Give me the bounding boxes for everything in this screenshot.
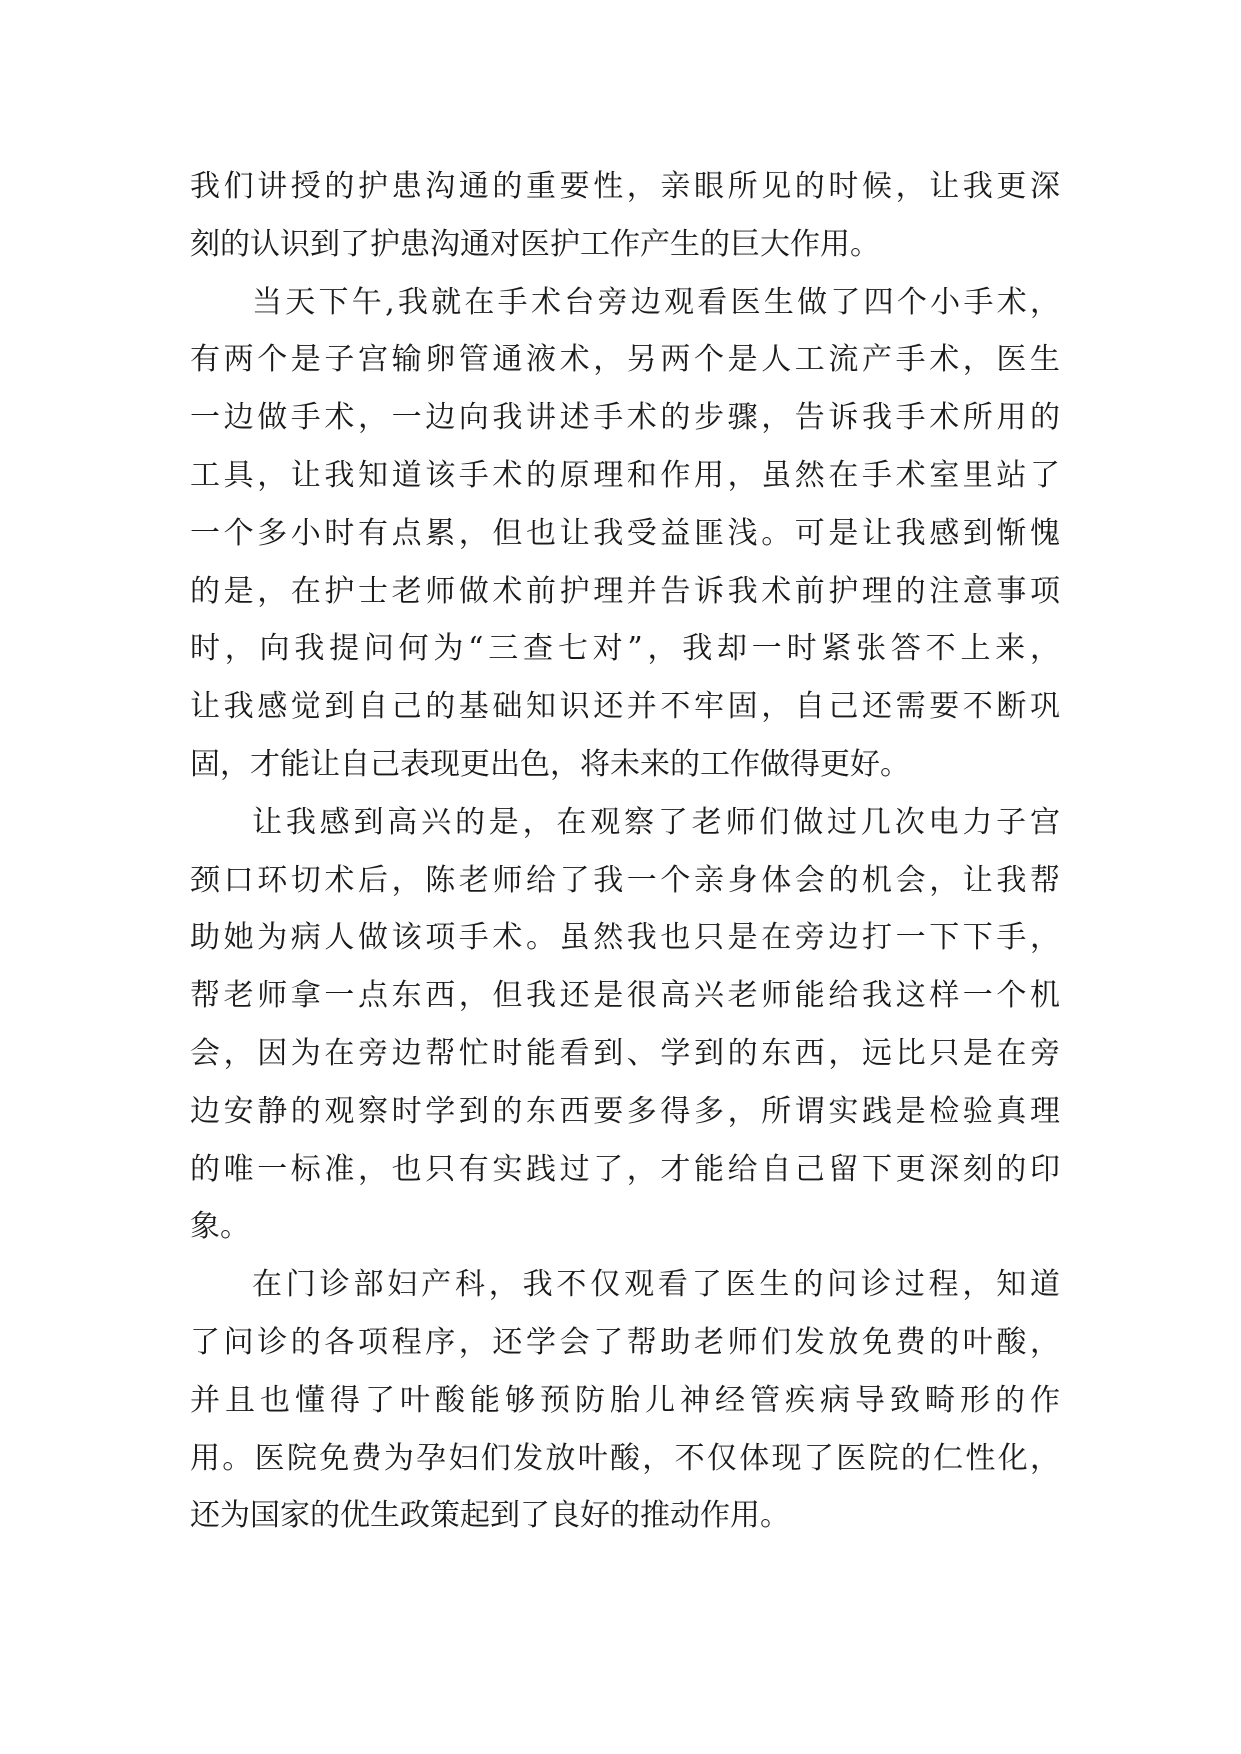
text-line: 有两个是子宫输卵管通液术，另两个是人工流产手术，医生 — [190, 342, 1060, 378]
text-line: 象。 — [190, 1209, 250, 1245]
paragraph-2 — [190, 274, 1060, 794]
document-body — [190, 158, 1060, 1545]
text-line: 帮老师拿一点东西，但我还是很高兴老师能给我这样一个机 — [190, 978, 1060, 1014]
text-line: 在门诊部妇产科，我不仅观看了医生的问诊过程，知道 — [252, 1267, 1060, 1303]
paragraph-1 — [190, 158, 1060, 274]
text-line: 一个多小时有点累，但也让我受益匪浅。可是让我感到惭愧 — [190, 515, 1060, 551]
text-line: 了问诊的各项程序，还学会了帮助老师们发放免费的叶酸， — [190, 1324, 1060, 1360]
text-line: 颈口环切术后，陈老师给了我一个亲身体会的机会，让我帮 — [190, 862, 1060, 898]
text-line: 会，因为在旁边帮忙时能看到、学到的东西，远比只是在旁 — [190, 1035, 1060, 1071]
paragraph-3 — [190, 794, 1060, 1256]
text-line: 并且也懂得了叶酸能够预防胎儿神经管疾病导致畸形的作 — [190, 1382, 1060, 1418]
paragraph-4 — [190, 1256, 1060, 1545]
text-line: 固，才能让自己表现更出色，将未来的工作做得更好。 — [190, 746, 910, 782]
text-line: 的是，在护士老师做术前护理并告诉我术前护理的注意事项 — [190, 573, 1060, 609]
text-line: 的唯一标准，也只有实践过了，才能给自己留下更深刻的印 — [190, 1151, 1060, 1187]
text-line: 边安静的观察时学到的东西要多得多，所谓实践是检验真理 — [190, 1093, 1060, 1129]
text-line: 让我感到高兴的是，在观察了老师们做过几次电力子宫 — [252, 804, 1060, 840]
text-line: 用。医院免费为孕妇们发放叶酸，不仅体现了医院的仁性化， — [190, 1440, 1060, 1476]
text-line: 还为国家的优生政策起到了良好的推动作用。 — [190, 1498, 790, 1534]
text-line: 当天下午,我就在手术台旁边观看医生做了四个小手术， — [252, 284, 1060, 320]
text-line: 我们讲授的护患沟通的重要性，亲眼所见的时候，让我更深 — [190, 169, 1060, 204]
text-line: 一边做手术，一边向我讲述手术的步骤，告诉我手术所用的 — [190, 400, 1060, 436]
text-line: 让我感觉到自己的基础知识还并不牢固，自己还需要不断巩 — [190, 689, 1060, 725]
text-line: 刻的认识到了护患沟通对医护工作产生的巨大作用。 — [190, 226, 880, 262]
text-line: 助她为病人做该项手术。虽然我也只是在旁边打一下下手， — [190, 920, 1060, 956]
text-line: 时，向我提问何为“三查七对”，我却一时紧张答不上来， — [190, 631, 1060, 667]
text-line: 工具，让我知道该手术的原理和作用，虽然在手术室里站了 — [190, 457, 1060, 493]
